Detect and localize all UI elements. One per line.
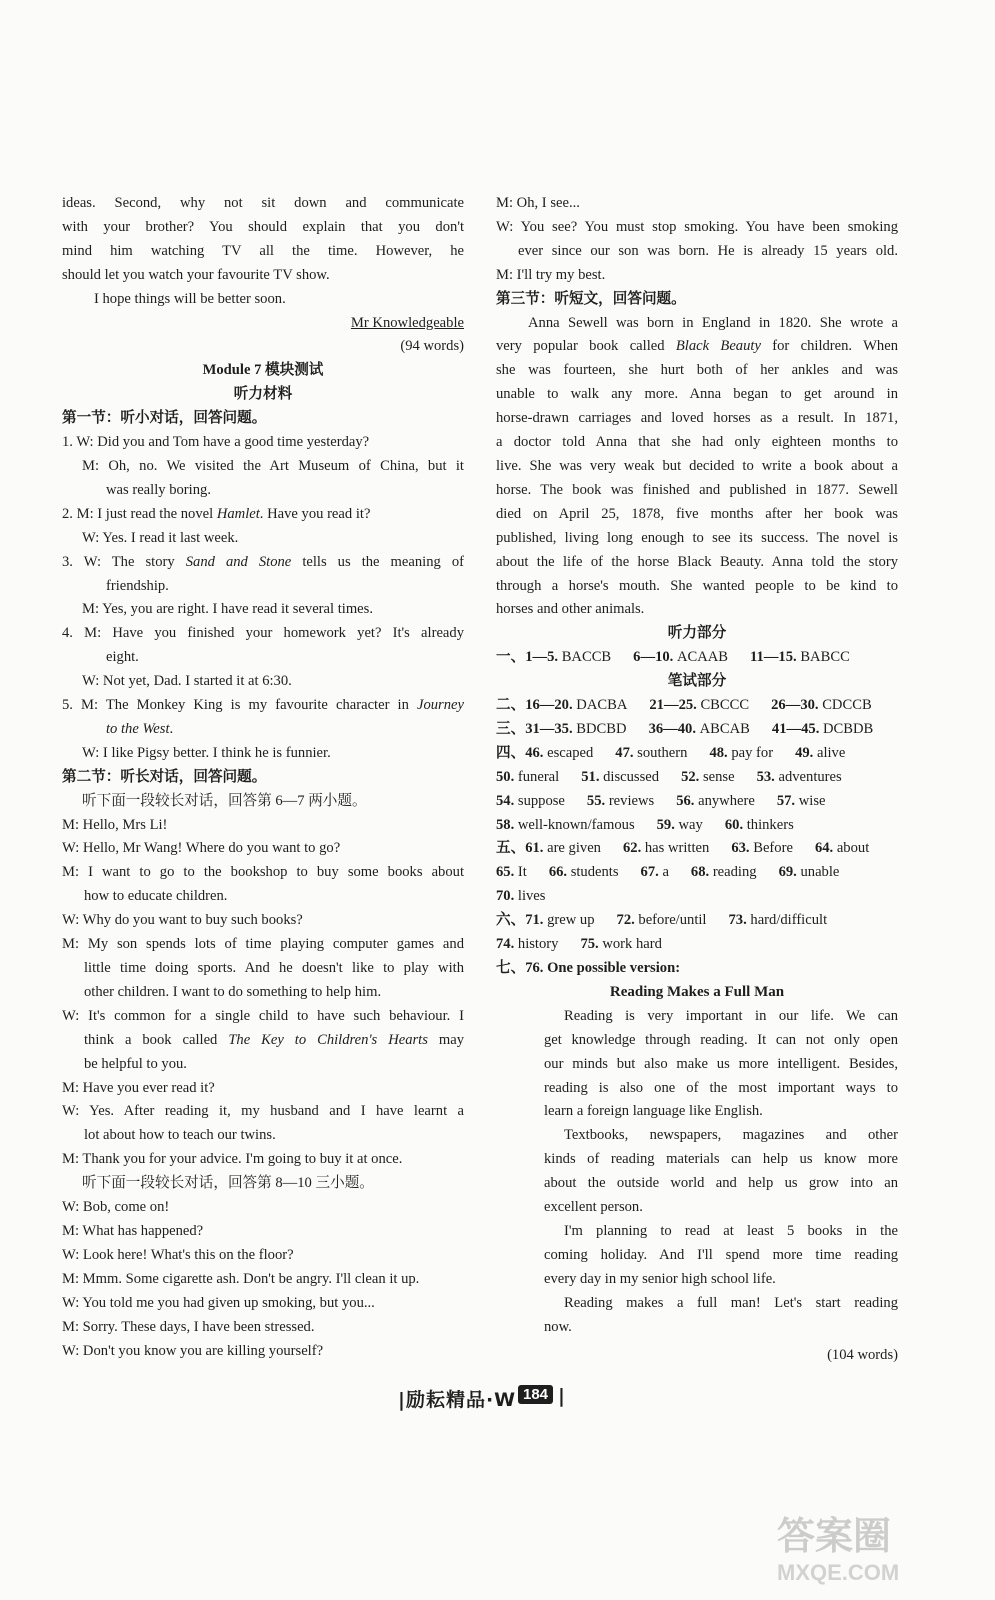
passage-line: horse-drawn carriages and loved horses as a result. In 1871,: [496, 410, 898, 427]
section-2-heading: 第二节：听长对话，回答问题。: [62, 768, 267, 785]
watermark: [777, 1505, 967, 1585]
q1-line: M: Oh, no. We visited the Art Museum of China, but it: [82, 457, 464, 474]
q5-line: to the West.: [106, 720, 174, 737]
q4-answer: W: Not yet, Dad. I started it at 6:30.: [82, 673, 292, 690]
answer-row: 50. funeral 51. discussed 52. sense 53. adventures: [496, 768, 842, 785]
dialog-line: W: Why do you want to buy such books?: [62, 912, 303, 929]
section-1-heading: 第一节：听小对话，回答问题。: [62, 410, 267, 427]
dialog-line: M: Have you ever read it?: [62, 1079, 215, 1096]
footer-brand: |励耘精品·W: [398, 1389, 517, 1411]
essay-line: excellent person.: [544, 1199, 643, 1216]
dialog-line: W: Hello, Mr Wang! Where do you want to go?: [62, 840, 341, 857]
passage-line: died on April 25, 1878, five months after her book was: [496, 505, 898, 522]
passage-line: horse. The book was finished and published in 1877. Sewell: [496, 481, 898, 498]
answer-row: 四、46. escaped 47. southern 48. pay for 49. alive: [496, 744, 846, 761]
essay-line: kinds of reading materials can help us know more: [544, 1151, 898, 1168]
answer-row: 74. history 75. work hard: [496, 936, 662, 953]
passage-line: published, living long enough to see its success. The novel is: [496, 529, 898, 546]
passage-line: unable to walk any more. Anna began to get around in: [496, 386, 898, 403]
dialog-line: M: I want to go to the bookshop to buy some books about: [62, 864, 464, 881]
passage-line: horses and other animals.: [496, 601, 645, 618]
dialog-line: ever since our son was born. He is already 15 years old.: [518, 242, 898, 259]
letter-line: should let you watch your favourite TV show.: [62, 266, 330, 283]
essay-title: Reading Makes a Full Man: [609, 983, 785, 1000]
listening-part-heading: 听力部分: [667, 625, 727, 642]
essay-line: Reading is very important in our life. We can: [564, 1007, 898, 1024]
answer-row: 58. well-known/famous 59. way 60. thinkers: [496, 816, 794, 833]
letter-hope: I hope things will be better soon.: [94, 290, 286, 307]
essay-line: I'm planning to read at least 5 books in the: [564, 1222, 898, 1239]
passage-line: very popular book called Black Beauty for children. When: [496, 338, 898, 355]
letter-line: ideas. Second, why not sit down and communicate: [62, 195, 464, 211]
essay-body: [496, 1005, 898, 1340]
essay-line: every day in my senior high school life.: [544, 1270, 776, 1287]
dialog-line: M: Oh, I see...: [496, 195, 580, 211]
dialog-line: M: What has happened?: [62, 1222, 204, 1239]
dialog-line: think a book called The Key to Children's Hearts may: [84, 1031, 464, 1048]
dialog-line: W: Yes. After reading it, my husband and I have learnt a: [62, 1103, 464, 1120]
essay-line: Reading makes a full man! Let's start reading: [564, 1294, 898, 1311]
q3-answer: M: Yes, you are right. I have read it several times.: [82, 601, 373, 618]
letter-body: [62, 192, 464, 359]
essay-word-count: (104 words): [827, 1346, 898, 1363]
essay-line: our minds but also make us more intelligent. Besides,: [544, 1055, 898, 1072]
dialog-line: M: Sorry. These days, I have been stressed.: [62, 1318, 315, 1335]
instruction: 听下面一段较长对话，回答第 8—10 三小题。: [82, 1175, 374, 1192]
dialog-line: M: I'll try my best.: [496, 266, 606, 283]
essay-line: Textbooks, newspapers, magazines and other: [564, 1127, 898, 1144]
q4-line: 4. M: Have you finished your homework yet? It's already: [62, 625, 464, 642]
dialog-line: W: You see? You must stop smoking. You have been smoking: [496, 218, 898, 235]
instruction: 听下面一段较长对话，回答第 6—7 两小题。: [82, 792, 367, 809]
answer-row: 65. It 66. students 67. a 68. reading 69. unable: [496, 864, 840, 881]
page-footer: [398, 1383, 598, 1413]
q2-answer: W: Yes. I read it last week.: [82, 529, 239, 546]
essay-line: get knowledge through reading. It can not only open: [544, 1031, 898, 1048]
answer-row: 二、16—20. DACBA 21—25. CBCCC 26—30. CDCCB: [496, 697, 872, 714]
dialog-line: lot about how to teach our twins.: [84, 1127, 276, 1144]
dialog-line: how to educate children.: [84, 888, 228, 905]
q3-line: 3. W: The story Sand and Stone tells us the meaning of: [62, 553, 464, 570]
q5-answer: W: I like Pigsy better. I think he is funnier.: [82, 744, 331, 761]
passage-line: she was fourteen, she hurt both of her ankles and was: [496, 362, 898, 379]
right-column: [496, 192, 898, 1367]
essay-line: reading is also one of the most important ways to: [544, 1079, 898, 1096]
q4-line: eight.: [106, 649, 139, 666]
q3-line: friendship.: [106, 577, 169, 594]
passage-line: live. She was very weak but decided to write a book about a: [496, 457, 898, 474]
watermark-top: 答案圈: [777, 1514, 892, 1558]
passage-line: about the life of the horse Black Beauty. Anna told the story: [496, 553, 898, 570]
dialog-line: M: Hello, Mrs Li!: [62, 816, 168, 833]
footer-bracket: |: [558, 1385, 566, 1407]
essay-line: now.: [544, 1318, 572, 1335]
listening-material-heading: 听力材料: [233, 386, 293, 403]
dialog-line: other children. I want to do something to help him.: [84, 983, 382, 1000]
word-count: (94 words): [400, 338, 464, 355]
passage-line: Anna Sewell was born in England in 1820. She wrote a: [528, 314, 898, 331]
dialog-line: W: Bob, come on!: [62, 1199, 170, 1216]
letter-line: with your brother? You should explain that you don't: [62, 218, 464, 235]
answer-row: 六、71. grew up 72. before/until 73. hard/difficult: [496, 912, 828, 929]
essay-line: learn a foreign language like English.: [544, 1103, 763, 1120]
q5-line: 5. M: The Monkey King is my favourite character in Journey: [62, 697, 464, 714]
dialog-line: W: Don't you know you are killing yourself?: [62, 1342, 324, 1359]
page-number: 184: [518, 1385, 553, 1404]
letter-line: mind him watching TV all the time. However, he: [62, 242, 464, 259]
written-part-heading: 笔试部分: [667, 673, 727, 690]
section-3-heading: 第三节：听短文，回答问题。: [496, 290, 686, 307]
left-column: [62, 192, 464, 1363]
answer-row: 五、61. are given 62. has written 63. Before 64. about: [496, 840, 870, 857]
dialog-line: M: My son spends lots of time playing computer games and: [62, 936, 464, 953]
dialog-line: W: You told me you had given up smoking, but you...: [62, 1294, 375, 1311]
module-title: Module 7 模块测试: [202, 362, 324, 379]
answer-row: 一、1—5. BACCB 6—10. ACAAB 11—15. BABCC: [496, 649, 850, 666]
passage-line: through a horse's mouth. She wanted people to be kind to: [496, 577, 898, 594]
q2-line: 2. M: I just read the novel Hamlet. Have you read it?: [62, 505, 371, 522]
dialog-line: little time doing sports. And he doesn't like to play with: [84, 960, 464, 976]
dialog-line: W: It's common for a single child to have such behaviour. I: [62, 1007, 464, 1024]
essay-line: coming holiday. And I'll spend more time reading: [544, 1246, 898, 1263]
watermark-bottom: MXQE.COM: [777, 1560, 900, 1585]
answer-row: 70. lives: [496, 888, 546, 905]
passage-line: a doctor told Anna that she had only eighteen months to: [496, 434, 898, 451]
answer-row: 54. suppose 55. reviews 56. anywhere 57. wise: [496, 792, 826, 809]
q1-line: 1. W: Did you and Tom have a good time yesterday?: [62, 434, 370, 451]
dialog-line: M: Thank you for your advice. I'm going to buy it at once.: [62, 1151, 403, 1168]
answer-row: 七、76. One possible version:: [496, 960, 681, 976]
essay-line: about the outside world and help us grow into an: [544, 1175, 898, 1192]
q1-line: was really boring.: [106, 481, 211, 498]
dialog-line: W: Look here! What's this on the floor?: [62, 1246, 294, 1263]
answer-row: 三、31—35. BDCBD 36—40. ABCAB 41—45. DCBDB: [496, 720, 874, 737]
signature: Mr Knowledgeable: [350, 314, 464, 331]
dialog-line: be helpful to you.: [84, 1055, 187, 1072]
dialog-line: M: Mmm. Some cigarette ash. Don't be angry. I'll clean it up.: [62, 1270, 420, 1287]
